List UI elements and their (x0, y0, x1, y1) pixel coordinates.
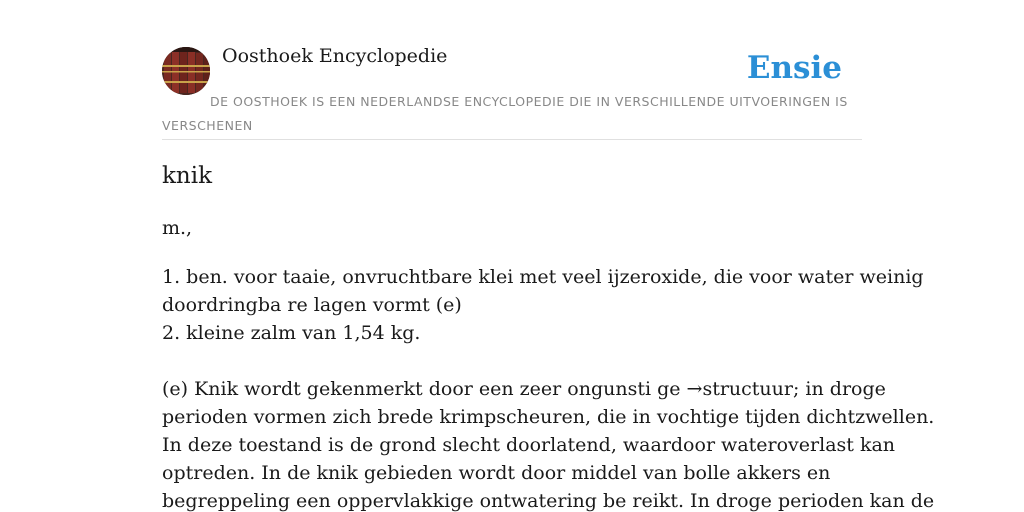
paragraph-gap (162, 347, 862, 375)
note-line: optreden. In de knik gebieden wordt door middel van bolle akkers en (162, 462, 831, 484)
note-line: (e) Knik wordt gekenmerkt door een zeer ongunsti ge →structuur; in droge (162, 378, 886, 400)
note-line: In deze toestand is de grond slecht doorlatend, waardoor wateroverlast kan (162, 434, 896, 456)
entry-body (162, 263, 935, 512)
entry-title: knik (162, 163, 213, 189)
definition-line: doordringba re lagen vormt (e) (162, 294, 462, 316)
site-tagline: DE OOSTHOEK IS EEN NEDERLANDSE ENCYCLOPEDIE DIE IN VERSCHILLENDE UITVOERINGEN IS VERSCHENEN (162, 94, 848, 133)
note-line: perioden vormen zich brede krimpscheuren, die in vochtige tijden dichtzwellen. (162, 406, 935, 428)
entry-grammar: m., (162, 217, 193, 239)
site-title[interactable]: Oosthoek Encyclopedie (222, 45, 448, 67)
encyclopedia-books-logo[interactable] (162, 47, 210, 95)
site-header (162, 0, 862, 140)
definition-line: 2. kleine zalm van 1,54 kg. (162, 322, 421, 344)
page (162, 0, 935, 512)
ensie-brand-logo[interactable]: Ensie (746, 50, 842, 86)
definition-line: 1. ben. voor taaie, onvruchtbare klei met veel ijzeroxide, die voor water weinig (162, 266, 924, 288)
note-line: begreppeling een oppervlakkige ontwatering be reikt. In droge perioden kan de (162, 490, 935, 512)
